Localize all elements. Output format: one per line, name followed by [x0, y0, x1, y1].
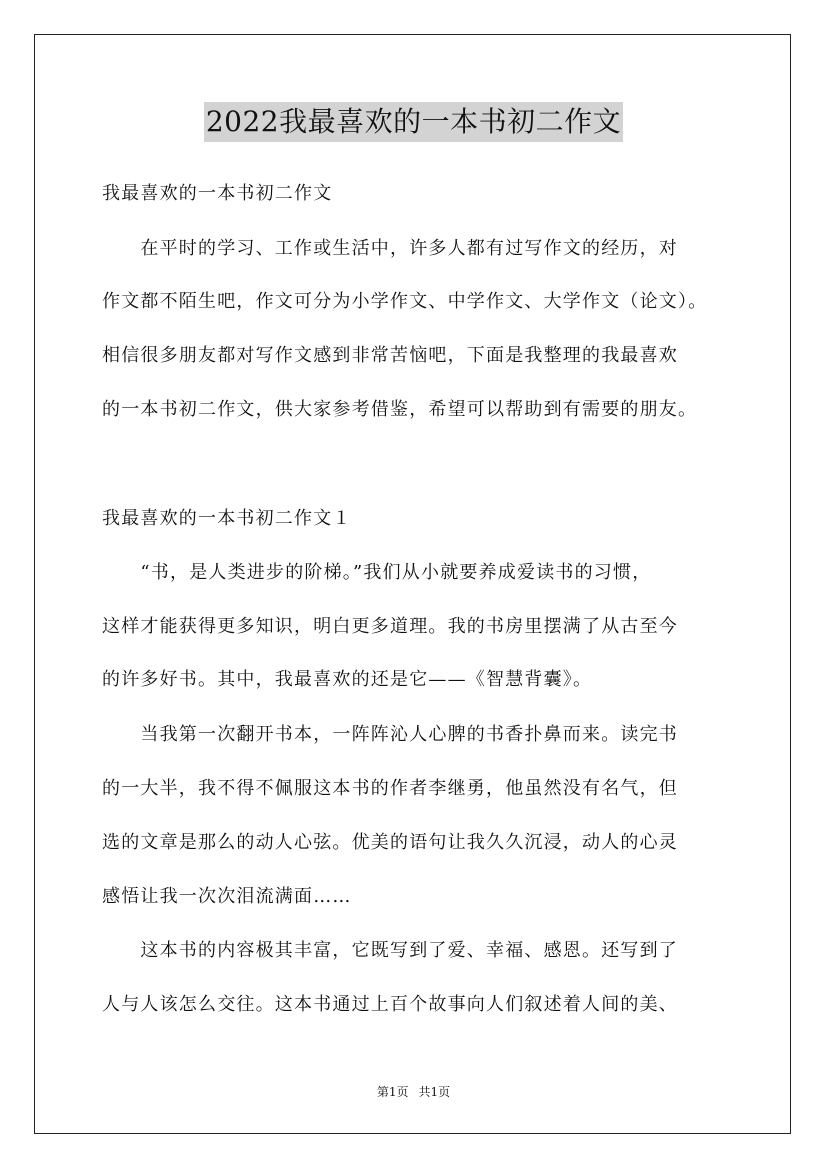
- body-line: 当我第一次翻开书本，一阵阵沁人心脾的书香扑鼻而来。读完书: [102, 724, 678, 745]
- body-line: 这样才能获得更多知识，明白更多道理。我的书房里摆满了从古至今: [102, 616, 678, 637]
- subtitle: 我最喜欢的一本书初二作文: [102, 183, 333, 204]
- body-line: “书，是人类进步的阶梯。”我们从小就要养成爱读书的习惯，: [102, 562, 652, 583]
- body-line: 作文都不陌生吧，作文可分为小学作文、中学作文、大学作文（论文）。: [102, 291, 708, 312]
- body-line: 的一大半，我不得不佩服这本书的作者李继勇，他虽然没有名气，但: [102, 778, 678, 799]
- body-line: 的一本书初二作文，供大家参考借鉴，希望可以帮助到有需要的朋友。: [102, 399, 698, 420]
- body-line: 相信很多朋友都对写作文感到非常苦恼吧，下面是我整理的我最喜欢: [102, 345, 678, 366]
- document-title: 2022我最喜欢的一本书初二作文: [204, 102, 623, 142]
- body-line: 选的文章是那么的动人心弦。优美的语句让我久久沉浸，动人的心灵: [102, 832, 678, 853]
- body-line: 在平时的学习、工作或生活中，许多人都有过写作文的经历，对: [102, 238, 678, 259]
- body-line: 这本书的内容极其丰富，它既写到了爱、幸福、感恩。还写到了: [102, 940, 678, 961]
- title-container: [0, 102, 827, 142]
- page-total: 共1页: [418, 1085, 451, 1099]
- body-line: 的许多好书。其中，我最喜欢的还是它——《智慧背囊》。: [102, 669, 593, 690]
- body-line: 感悟让我一次次泪流满面……: [102, 886, 352, 907]
- page-footer: [0, 1084, 827, 1100]
- section-heading: 我最喜欢的一本书初二作文１: [102, 508, 352, 529]
- page-number: 第1页: [376, 1085, 409, 1099]
- body-line: 人与人该怎么交往。这本书通过上百个故事向人们叙述着人间的美、: [102, 994, 678, 1015]
